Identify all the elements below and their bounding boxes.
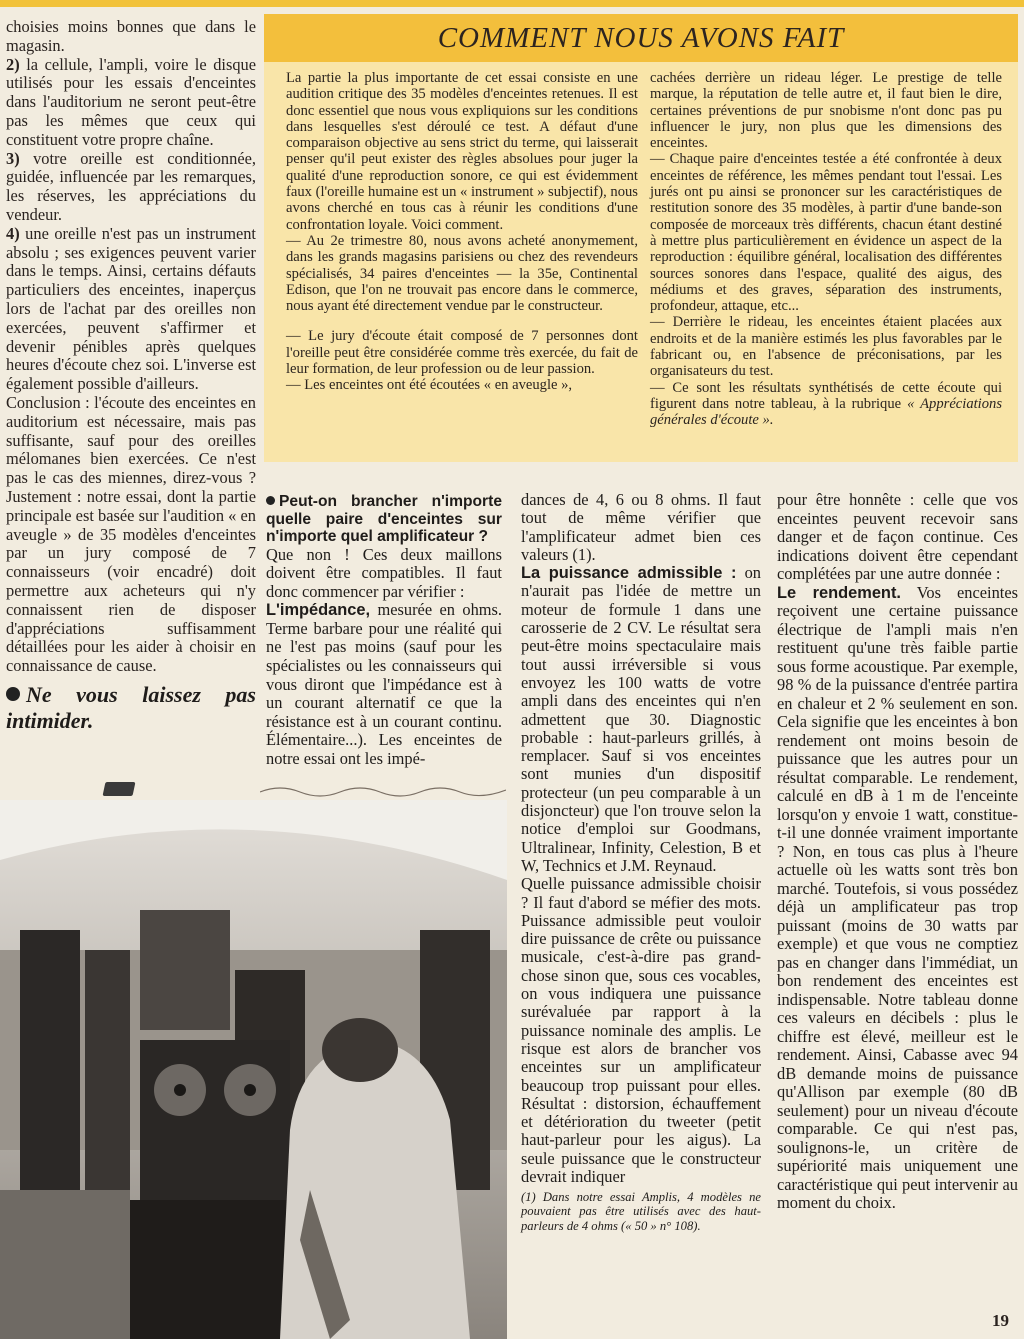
question-text: Peut-on brancher n'importe quelle paire d'enceintes sur n'importe quel amplificateur ? [266, 493, 502, 545]
box-title: COMMENT NOUS AVONS FAIT [264, 14, 1018, 62]
cassette-device-icon [103, 782, 136, 796]
rubric-name: « Appréciations générales d'écoute ». [650, 395, 1003, 429]
method-box [264, 14, 1018, 462]
footnote: (1) Dans notre essai Amplis, 4 modèles ne pouvaient pas être utilisés avec des haut-parleurs de 4 ohms (« 50 » n° 108). [521, 1190, 761, 1233]
box-paragraph: La partie la plus importante de cet essai consiste en une audition critique des 35 modèles d'enceintes retenues. Il est donc essentiel que nous vous expliquions sur les conditions dans lesquelles s'est déroulé ce test. A défaut d'une comparaison objective au sens strict du terme, qui laisserait penser qu'il peut exister des règles absolues pour juger la qualité d'une reproduction sonore, ce qui est évidemment faux (l'oreille humaine est un « instrument » subjectif), nous avons cherché en tous cas à réunir les conditions d'une confrontation loyale. Voici comment. [286, 70, 638, 233]
item-number: 2) [6, 54, 20, 74]
rendement-text: Vos enceintes reçoivent une certaine puissance électrique de l'ampli mais n'en restituent qu'une très faible partie sous forme acoustique. Par exemple, 98 % de la puissance d'entrée partira en chaleur et 2 % seulement en son. Cela signifie que les enceintes à bon rendement ont moins besoin de puissance que les autres pour un résultat comparable. Le rendement, calculé en dB à 1 m de l'enceinte lorsqu'on y envoie 1 watt, constitue-t-il une donnée vraiment importante ? Non, en tous cas plus à l'heure actuelle où les watts sont très bon marché. Toutefois, si vous possédez déjà un amplificateur pas trop puissant (moins de 30 watts par exemple) et que vous ne comptiez pas en changer dans l'immédiat, un bon rendement des enceintes est indispensable. Notre tableau donne ces valeurs en décibels : plus le chiffre est élevé, meilleur est le rendement. Ainsi, Cabasse avec 94 dB demande moins de puissance qu'Allison par exemple (80 dB seulement) pour un niveau d'écoute comparable. Ce qui n'est pas, soulignons-le, un critère de supériorité mais uniquement une caractéristique qui peut intervenir au moment du choix. [777, 582, 1018, 1212]
column-3 [521, 491, 761, 1233]
bullet-icon [266, 496, 275, 505]
left-paragraph [6, 225, 256, 394]
col3-paragraph: Quelle puissance admissible choisir ? Il faut d'abord se méfier des mots. Puissance admissible peut vouloir dire puissance de crête ou puissance musicale, c'est-à-dire pas grand-chose sinon que, sous ces vocables, on vous indiquera une puissance surévaluée par rapport à la puissance nominale des amplis. Le risque est alors de brancher vos enceintes sur un amplificateur beaucoup trop puissant pour elles. Résultat : distorsion, échauffement et détérioration du tweeter (petit haut-parleur pour les aigus). La seule puissance que le constructeur devrait indiquer [521, 874, 761, 1186]
impedance-text: mesurée en ohms. Terme barbare pour une réalité qui ne l'est pas moins (sauf pour les spécialistes ou les connaisseurs qui vous diront que l'impédance est à un courant alternatif ce que la résistance est à un courant continu. Élémentaire...). Les enceintes de notre essai ont les impé- [266, 600, 502, 769]
mid-paragraph: Que non ! Ces deux maillons doivent être compatibles. Il faut donc commencer par vérifier : [266, 544, 502, 601]
item-text: la cellule, l'ampli, voire le disque utilisés pour les essais d'enceintes dans l'auditorium ne seront peut-être pas les mêmes que ceux qui constituent votre propre chaîne. [6, 54, 256, 149]
question-title [266, 493, 502, 546]
page-number: 19 [992, 1311, 1009, 1330]
box-paragraph: cachées derrière un rideau léger. Le prestige de telle marque, la réputation de telle autre et, il faut bien le dire, certaines préventions de pur snobisme n'ont donc pas pu influencer le jury, non plus que les dimensions des enceintes. [650, 70, 1002, 152]
left-paragraph: choisies moins bonnes que dans le magasin. [6, 17, 256, 55]
item-text: une oreille n'est pas un instrument absolu ; ses exigences peuvent varier dans le temps. Ainsi, certains défauts particuliers des enceintes, inaperçus lors de l'achat par des oreilles non exercées, peuvent s'affirmer et devenir pénibles après quelques heures d'écoute chez soi. L'inverse est également possible d'ailleurs. [6, 223, 256, 394]
col4-paragraph: pour être honnête : celle que vos enceintes peuvent recevoir sans danger et de façon continue. Ces indications doivent être cependant complétées par une autre donnée : [777, 490, 1018, 583]
item-number: 3) [6, 148, 20, 168]
box-paragraph: — Derrière le rideau, les enceintes étaient placées aux endroits et de la manière estimés les plus favorables par le fabricant ou, en l'absence de préconisations, par les organisateurs du test. [650, 314, 1002, 380]
headline-text: Ne vous laissez pas intimider. [6, 681, 256, 733]
left-paragraph [6, 150, 256, 225]
mid-paragraph [266, 601, 502, 768]
bullet-icon [6, 687, 20, 701]
col4-paragraph [777, 584, 1018, 1213]
item-number: 4) [6, 223, 20, 243]
box-paragraph [650, 380, 1002, 429]
box-text: — Ce sont les résultats synthétisés de cette écoute qui figurent dans notre tableau, à la rubrique [650, 379, 1002, 412]
page-top-bar [0, 0, 1024, 7]
puissance-label: La puissance admissible : [521, 564, 737, 583]
rendement-label: Le rendement. [777, 583, 901, 602]
listening-room-photo [0, 800, 507, 1339]
box-paragraph: — Au 2e trimestre 80, nous avons acheté anonymement, dans les grands magasins parisiens ou chez des revendeurs spécialisés, 34 paires d'enceintes — la 35e, Continental Edison, que l'on ne trouvait pas encore dans le commerce, nous ayant été directement vendue par le constructeur. [286, 232, 638, 315]
middle-column [266, 493, 502, 769]
section-headline [6, 682, 256, 734]
impedance-label: L'impédance, [266, 601, 371, 620]
col3-paragraph: dances de 4, 6 ou 8 ohms. Il faut tout de même vérifier que l'amplificateur admet bien ces valeurs (1). [521, 490, 761, 564]
col3-paragraph [521, 564, 761, 875]
box-column-1 [286, 70, 638, 394]
conclusion-paragraph: Conclusion : l'écoute des enceintes en auditorium est nécessaire, mais pas suffisante, sauf pour des oreilles mélomanes bien exercées. Ce n'est pas le cas des miennes, direz-vous ? Justement : notre essai, dont la partie principale est basée sur l'audition « en aveugle » de 35 modèles d'enceintes par un jury composé de 7 connaisseurs (voir encadré) doit permettre aux acheteurs qui n'y connaissent rien de disposer d'appréciations suffisamment détaillées pour les aider à choisir en connaissance de cause. [6, 392, 256, 676]
puissance-text: on n'aurait pas l'idée de mettre un moteur de formule 1 dans une carosserie de 2 CV. Le résultat sera peut-être moins spectaculaire mais tout aussi irréversible si vous envoyez les 100 watts de votre ampli dans des enceintes qui n'en admettent que 30. Diagnostic probable : haut-parleurs grillés, à remplacer. Sauf si vos enceintes sont munies d'un dispositif protecteur (un peu comparable à un disjoncteur) que l'on trouve selon la notice d'emploi sur Goodmans, Ultralinear, Infinity, Celestion, B et W, Technics et J.M. Reynaud. [521, 563, 761, 875]
paragraph-gap [286, 314, 638, 328]
box-paragraph: — Le jury d'écoute était composé de 7 personnes dont l'oreille peut être considérée comme très exercée, du fait de leur formation, de leur profession ou de leur passion. [286, 328, 638, 378]
column-4 [777, 491, 1018, 1213]
left-column [6, 18, 256, 734]
item-text: votre oreille est conditionnée, guidée, influencée par les remarques, les réserves, les appréciations du vendeur. [6, 148, 256, 224]
wavy-divider [260, 782, 506, 798]
box-paragraph: — Chaque paire d'enceintes testée a été confrontée à deux enceintes de référence, les mêmes pendant tout l'essai. Les jurés ont pu ainsi se prononcer sur les caractéristiques de restitution sonore des 35 modèles, à partir d'une bande-son composée de morceaux très différents, chacun étant destiné à mettre plus particulièrement en évidence un aspect de la reproduction : équilibre général, localisation des différentes sources sonores dans l'espace, qualité des aigus, des médiums et des graves, séparation des instruments, profondeur, attaque, etc... [650, 151, 1002, 315]
left-paragraph [6, 56, 256, 150]
box-column-2 [650, 70, 1002, 429]
box-paragraph: — Les enceintes ont été écoutées « en aveugle », [286, 377, 573, 394]
